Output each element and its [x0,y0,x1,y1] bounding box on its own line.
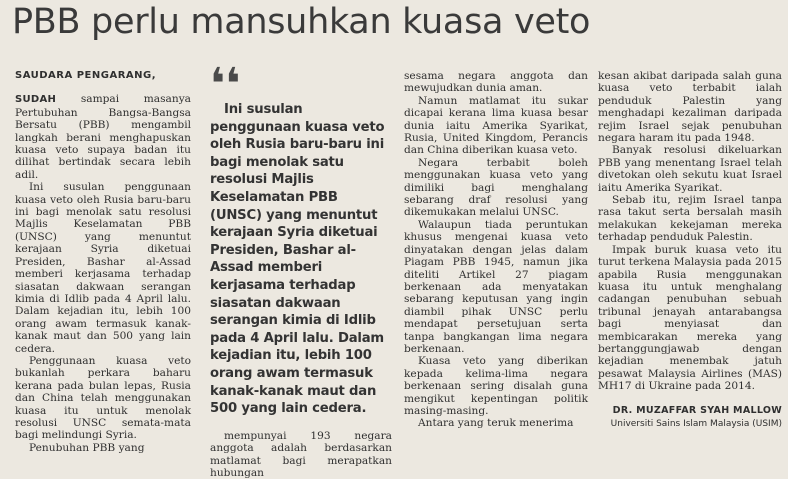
paragraph: Banyak resolusi dikeluarkan PBB yang menentang Israel telah divetokan oleh sekutu kuat Israel iaitu Amerika Syarikat. [598,144,782,194]
author-name: DR. MUZAFFAR SYAH MALLOW [612,404,782,416]
author-affiliation: Universiti Sains Islam Malaysia (USIM) [610,418,782,429]
paragraph: Negara terbabit boleh menggunakan kuasa veto yang dimiliki bagi menghalang sebarang draf resolusi yang dikemukakan melalui UNSC. [404,156,588,219]
column-3 [404,70,588,430]
paragraph: Impak buruk kuasa veto itu turut terkena Malaysia pada 2015 apabila Rusia menggunakan kuasa itu untuk menghalang cadangan penubuhan sebuah tribunal jenayah antarabangsa bagi menyiasat dan membicarakan mereka yang bertanggungjawab dengan kejadian menembak jatuh pesawat Malaysia Airlines (MAS) MH17 di Ukraine pada 2014. [598,243,782,393]
column-2 [210,59,392,479]
lead-word: SUDAH [15,94,57,106]
paragraph: Sebab itu, rejim Israel tanpa rasa takut serta bersalah masih melakukan kekejaman mereka terhadap penduduk Palestin. [598,194,782,244]
paragraph: Ini susulan penggunaan kuasa veto oleh Rusia baru-baru ini bagi menolak satu resolusi Majlis Keselamatan PBB (UNSC) yang menuntut kerajaan Syria diketuai Presiden, Bashar al-Assad memberi kerjasama terhadap siasatan dakwaan serangan kimia di Idlib pada 4 April lalu. Dalam kejadian itu, lebih 100 orang awam termasuk kanak-kanak maut dan 500 yang lain cedera. [15,181,191,355]
paragraph: Kuasa veto yang diberikan kepada kelima-lima negara berkenaan sering disalah guna mengikut kepentingan politik masing-masing. [404,355,588,417]
paragraph: sesama negara anggota dan mewujudkan dunia aman. [404,70,588,95]
column-1 [15,70,191,454]
paragraph: Penubuhan PBB yang [29,441,145,454]
paragraph: Penggunaan kuasa veto bukanlah perkara baharu kerana pada bulan lepas, Rusia dan China telah menggunakan kuasa itu untuk menolak resolusi UNSC semata-mata bagi melindungi Syria. [15,354,191,442]
paragraph [15,93,191,181]
paragraph: Antara yang teruk menerima [418,417,574,430]
pull-quote: Ini susulan penggunaan kuasa veto oleh Rusia baru-baru ini bagi menolak satu resolusi Majlis Keselamatan PBB (UNSC) yang menuntut kerajaan Syria diketuai Presiden, Bashar al-Assad memberi kerjasama terhadap siasatan dakwaan serangan kimia di Idlib pada 4 April lalu. Dalam kejadian itu, lebih 100 orang awam termasuk kanak-kanak maut dan 500 yang lain cedera. [210,102,385,417]
salutation: SAUDARA PENGARANG, [15,70,157,81]
quote-icon: ❛❛ [210,59,241,110]
paragraph: Namun matlamat itu sukar dicapai kerana lima kuasa besar dunia iaitu Amerika Syarikat, Rusia, United Kingdom, Perancis dan China diberikan kuasa veto. [404,94,588,157]
paragraph: mempunyai 193 negara anggota adalah berdasarkan matlamat bagi merapatkan hubungan [210,429,392,479]
paragraph-text: sampai masanya Pertubuhan Bangsa-Bangsa Bersatu (PBB) mengambil langkah berani menghapuskan kuasa veto supaya badan itu dilihat bertindak secara lebih adil. [15,93,191,181]
column-4 [598,70,782,430]
paragraph: Walaupun tiada peruntukan khusus mengenai kuasa veto dinyatakan dengan jelas dalam Piagam PBB 1945, namun jika diteliti Artikel 27 piagam berkenaan ada menyatakan sebarang keputusan yang ingin diambil pihak UNSC perlu mendapat persetujuan serta tanpa bangkangan lima negara berkenaan. [404,218,588,355]
headline: PBB perlu mansuhkan kuasa veto [12,2,591,42]
paragraph: kesan akibat daripada salah guna kuasa veto terbabit ialah penduduk Palestin yang menghadapi kezaliman daripada rejim Israel sejak penubuhan negara haram itu pada 1948. [598,70,782,145]
